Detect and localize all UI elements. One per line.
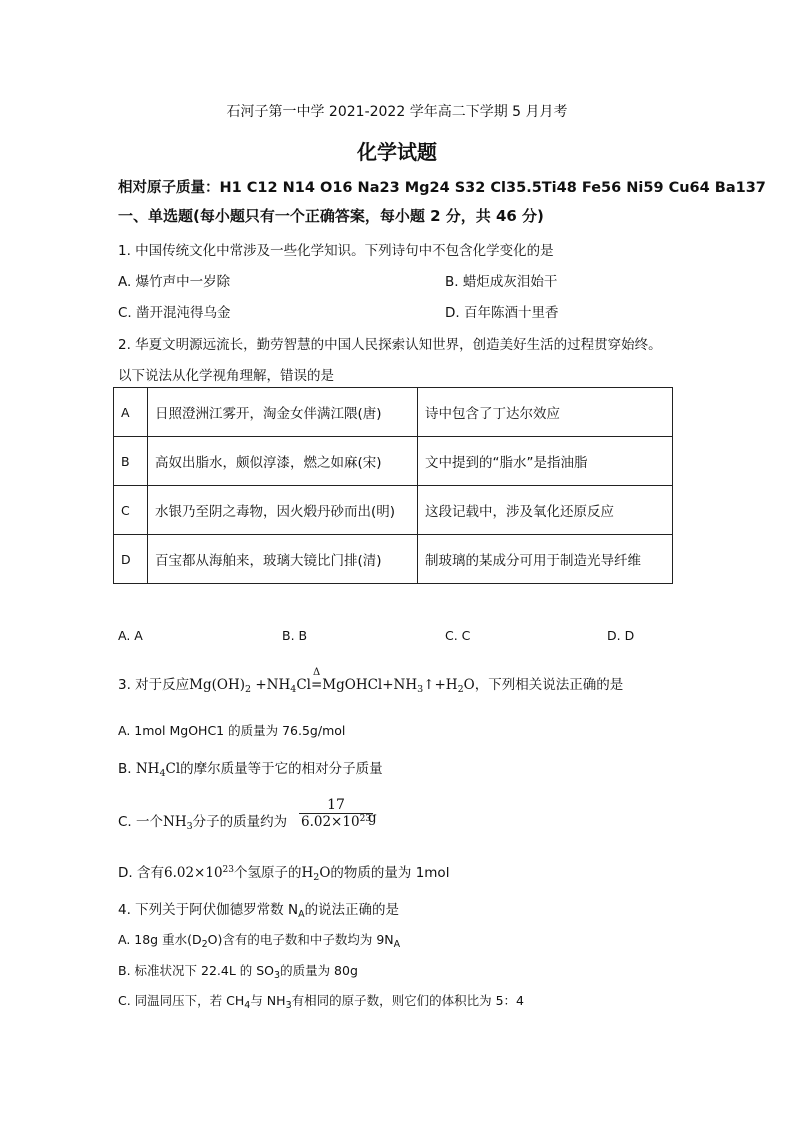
option-text: C. 一个 bbox=[118, 814, 164, 830]
option-text: A. 18g 重水(D bbox=[118, 932, 202, 947]
option-text: 与 NH bbox=[250, 993, 286, 1008]
q3-mass-fraction bbox=[299, 797, 373, 830]
q2-stem-line2: 以下说法从化学视角理解，错误的是 bbox=[118, 368, 334, 384]
option-text: 的质量为 80g bbox=[280, 963, 358, 978]
q3-option-a: A. 1mol MgOHC1 的质量为 76.5g/mol bbox=[118, 723, 346, 738]
row-note: 这段记载中，涉及氧化还原反应 bbox=[418, 486, 673, 535]
q3-option-d bbox=[118, 861, 449, 883]
q3-prefix: 3. 对于反应 bbox=[118, 677, 190, 693]
row-note: 制玻璃的某成分可用于制造光导纤维 bbox=[418, 535, 673, 584]
table-row bbox=[114, 437, 673, 486]
stem-text: 的说法正确的是 bbox=[304, 902, 400, 918]
q4-option-b bbox=[118, 961, 358, 981]
q1-option-d: D. 百年陈酒十里香 bbox=[445, 305, 559, 321]
q1-option-b: B. 蜡炬成灰泪始干 bbox=[445, 274, 558, 290]
formula-products: MgOHCl+NH bbox=[322, 677, 418, 693]
row-note: 文中提到的“脂水”是指油脂 bbox=[418, 437, 673, 486]
q2-option-c: C. C bbox=[445, 628, 471, 643]
stem-text: 4. 下列关于阿伏伽德罗常数 N bbox=[118, 902, 299, 918]
row-quote: 水银乃至阴之毒物，因火煅丹砂而出(明) bbox=[148, 486, 418, 535]
subscript: 3 bbox=[417, 684, 424, 695]
subscript: 3 bbox=[186, 821, 193, 832]
formula-o: O bbox=[319, 865, 331, 881]
formula-o: O bbox=[463, 677, 475, 693]
option-text: O)含有的电子数和中子数均为 9N bbox=[207, 932, 394, 947]
subscript: A bbox=[298, 909, 305, 920]
formula-mg: Mg bbox=[189, 677, 212, 693]
superscript: 23 bbox=[222, 865, 234, 875]
option-text: 的摩尔质量等于它的相对分子质量 bbox=[180, 761, 383, 777]
subscript: 2 bbox=[201, 939, 208, 950]
q1-stem: 1. 中国传统文化中常涉及一些化学知识。下列诗句中不包含化学变化的是 bbox=[118, 243, 554, 259]
q3-option-b bbox=[118, 757, 383, 779]
option-text: 有相同的原子数，则它们的体积比为 5：4 bbox=[291, 993, 524, 1008]
option-text: 个氢原子的 bbox=[234, 865, 302, 881]
row-label: C bbox=[114, 486, 148, 535]
heat-condition bbox=[310, 667, 323, 693]
q3-stem bbox=[118, 667, 624, 695]
table-row bbox=[114, 486, 673, 535]
q2-table bbox=[113, 387, 673, 584]
formula-h: H bbox=[301, 865, 314, 881]
delta-symbol: Δ bbox=[313, 667, 321, 678]
subscript: 4 bbox=[159, 768, 166, 779]
q2-stem-line1: 2. 华夏文明源远流长，勤劳智慧的中国人民探索认知世界，创造美好生活的过程贯穿始终。 bbox=[118, 337, 662, 353]
exam-header: 石河子第一中学 2021-2022 学年高二下学期 5 月月考 bbox=[226, 104, 568, 120]
q2-option-d: D. D bbox=[607, 628, 635, 643]
q3-reaction bbox=[189, 667, 475, 695]
row-quote: 日照澄洲江雾开，淘金女伴满江隈(唐) bbox=[148, 388, 418, 437]
subscript: A bbox=[393, 939, 401, 950]
q3-mass-unit: g bbox=[368, 810, 377, 826]
option-text: D. 含有 bbox=[118, 865, 164, 881]
section-heading: 一、单选题(每小题只有一个正确答案，每小题 2 分，共 46 分) bbox=[118, 207, 544, 225]
formula-oh: (OH) bbox=[211, 677, 246, 693]
q2-option-b: B. B bbox=[282, 628, 308, 643]
subscript: 4 bbox=[290, 684, 297, 695]
q4-option-a bbox=[118, 930, 400, 950]
formula-nh: NH bbox=[135, 761, 160, 777]
gas-arrow: ↑ bbox=[423, 677, 435, 693]
option-letter: B. bbox=[118, 761, 132, 777]
formula-plus-nh: +NH bbox=[251, 677, 291, 693]
q2-option-a: A. A bbox=[118, 628, 143, 643]
row-quote: 高奴出脂水，颇似淳漆，燃之如麻(宋) bbox=[148, 437, 418, 486]
subscript: 3 bbox=[274, 970, 281, 981]
row-label: B bbox=[114, 437, 148, 486]
row-label: A bbox=[114, 388, 148, 437]
atomic-masses: 相对原子质量：H1 C12 N14 O16 Na23 Mg24 S32 Cl35.5Ti48 Fe56 Ni59 Cu64 Ba137 bbox=[118, 180, 766, 196]
row-label: D bbox=[114, 535, 148, 584]
fraction-denominator bbox=[299, 813, 373, 830]
q4-stem bbox=[118, 898, 399, 920]
subscript: 2 bbox=[313, 872, 320, 883]
option-text: B. 标准状况下 22.4L 的 SO bbox=[118, 963, 275, 978]
subscript: 2 bbox=[245, 684, 252, 695]
row-quote: 百宝都从海舶来，玻璃大镜比门排(清) bbox=[148, 535, 418, 584]
option-text: 的物质的量为 1mol bbox=[330, 865, 450, 881]
q4-option-c bbox=[118, 991, 524, 1011]
formula-nh: NH bbox=[163, 814, 187, 830]
superscript: 23 bbox=[359, 814, 372, 824]
table-row bbox=[114, 535, 673, 584]
q3-option-c bbox=[118, 810, 287, 832]
formula-cl: Cl bbox=[296, 677, 311, 693]
subscript: 4 bbox=[244, 1000, 251, 1011]
q1-option-a: A. 爆竹声中一岁除 bbox=[118, 274, 231, 290]
avogadro-number: 6.02×10 bbox=[163, 865, 223, 881]
denominator-base: 6.02×10 bbox=[301, 814, 360, 830]
option-text: C. 同温同压下，若 CH bbox=[118, 993, 245, 1008]
formula-plus-h: +H bbox=[434, 677, 458, 693]
q3-suffix: ，下列相关说法正确的是 bbox=[474, 677, 624, 693]
subscript: 3 bbox=[285, 1000, 292, 1011]
q1-option-c: C. 凿开混沌得乌金 bbox=[118, 305, 231, 321]
row-note: 诗中包含了丁达尔效应 bbox=[418, 388, 673, 437]
fraction-numerator: 17 bbox=[327, 797, 345, 813]
subscript: 2 bbox=[457, 684, 464, 695]
table-row bbox=[114, 388, 673, 437]
option-text: 分子的质量约为 bbox=[192, 814, 288, 830]
formula-cl: Cl bbox=[165, 761, 181, 777]
exam-title: 化学试题 bbox=[357, 140, 437, 164]
equals-sign: = bbox=[310, 677, 323, 693]
